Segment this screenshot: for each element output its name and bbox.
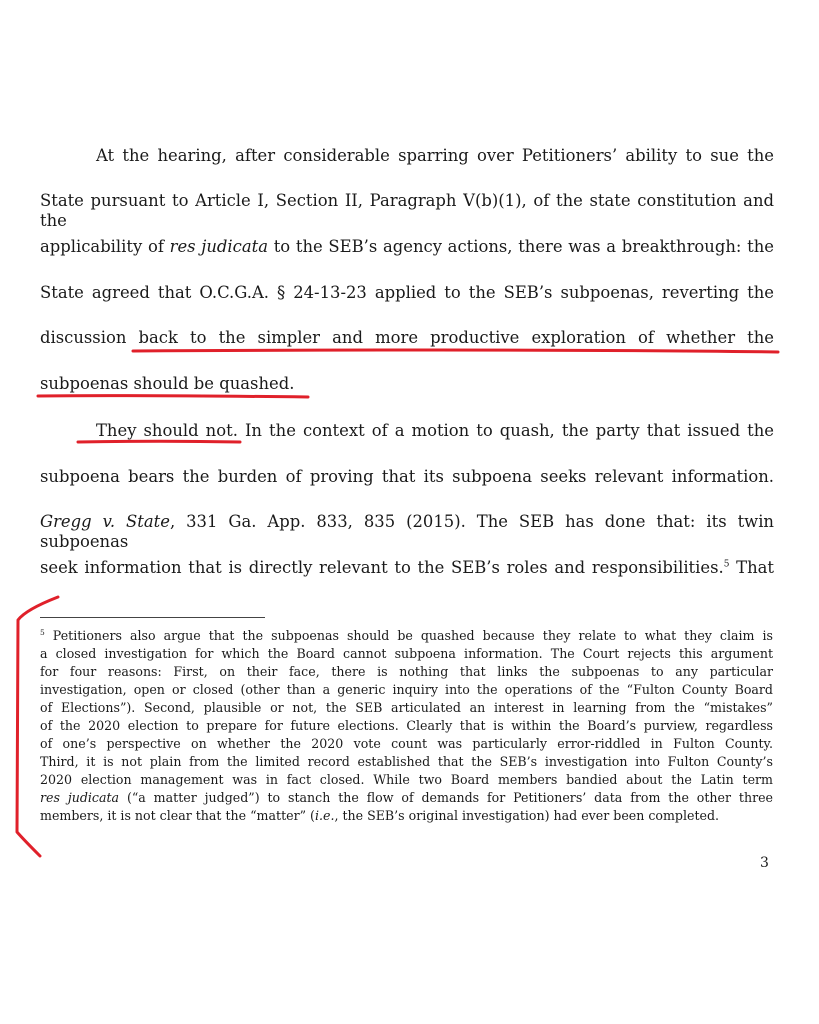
footnote-line-8: Third, it is not plain from the limited record established that the SEB’s investigation into Fulton County’s: [40, 754, 773, 769]
footnote-separator: [40, 617, 265, 618]
paragraph-1-line-5: discussion back to the simpler and more productive exploration of whether the: [40, 328, 774, 347]
underline-they-should-not: [78, 441, 240, 442]
footnote-line-6: of the 2020 election to prepare for future elections. Clearly that is within the Board’s purview, regardless: [40, 718, 773, 733]
footnote-line-11: members, it is not clear that the “matter” (i.e., the SEB’s original investigation) had ever been completed.: [40, 808, 720, 823]
underline-subpoenas-quashed: [38, 396, 308, 397]
paragraph-1-line-3: applicability of res judicata to the SEB’s agency actions, there was a breakthrough: the: [40, 237, 774, 256]
footnote-line-3: for four reasons: First, on their face, there is nothing that links the subpoenas to any particular: [40, 664, 773, 679]
paragraph-2-line-4: seek information that is directly relevant to the SEB’s roles and responsibilities.$^5$ That: [40, 558, 774, 577]
paragraph-2-line-2: subpoena bears the burden of proving that its subpoena seeks relevant information.: [40, 467, 774, 486]
footnote-line-4: investigation, open or closed (other than a generic inquiry into the operations of the “Fulton County Board: [40, 682, 773, 697]
footnote-marker: 5: [40, 627, 45, 637]
res-judicata-italic: res judicata: [169, 237, 268, 256]
case-citation-italic: Gregg v. State: [40, 512, 170, 531]
footnote-line-9: 2020 election management was in fact closed. While two Board members bandied about the Latin term: [40, 772, 773, 787]
footnote-line-7: of one’s perspective on whether the 2020 vote count was particularly error-riddled in Fulton County.: [40, 736, 773, 751]
paragraph-1-line-1: At the hearing, after considerable sparring over Petitioners’ ability to sue the: [96, 146, 774, 165]
page-number: 3: [760, 855, 769, 871]
footnote-line-1: $^5$ Petitioners also argue that the subpoenas should be quashed because they relate to what they claim is: [40, 627, 773, 643]
underline-more-productive-exploration: [133, 350, 778, 352]
paragraph-1-line-6: subpoenas should be quashed.: [40, 374, 295, 393]
footnote-line-2: a closed investigation for which the Board cannot subpoena information. The Court rejects this argument: [40, 646, 773, 661]
footnote-line-5: of Elections”). Second, plausible or not, the SEB articulated an interest in learning from the “mistakes”: [40, 700, 773, 715]
footnote-reference[interactable]: 5: [723, 559, 730, 570]
footnote-line-10: res judicata (“a matter judged”) to stanch the flow of demands for Petitioners’ data from the other three: [40, 790, 773, 805]
paragraph-1-line-2: State pursuant to Article I, Section II, Paragraph V(b)(1), of the state constitution and the: [40, 191, 774, 230]
paragraph-2-line-1: They should not. In the context of a motion to quash, the party that issued the: [96, 421, 774, 440]
they-should-not-phrase: They should not.: [96, 421, 238, 440]
paragraph-1-line-4: State agreed that O.C.G.A. § 24-13-23 applied to the SEB’s subpoenas, reverting the: [40, 283, 774, 302]
paragraph-2-line-3: Gregg v. State, 331 Ga. App. 833, 835 (2015). The SEB has done that: its twin subpoenas: [40, 512, 774, 551]
